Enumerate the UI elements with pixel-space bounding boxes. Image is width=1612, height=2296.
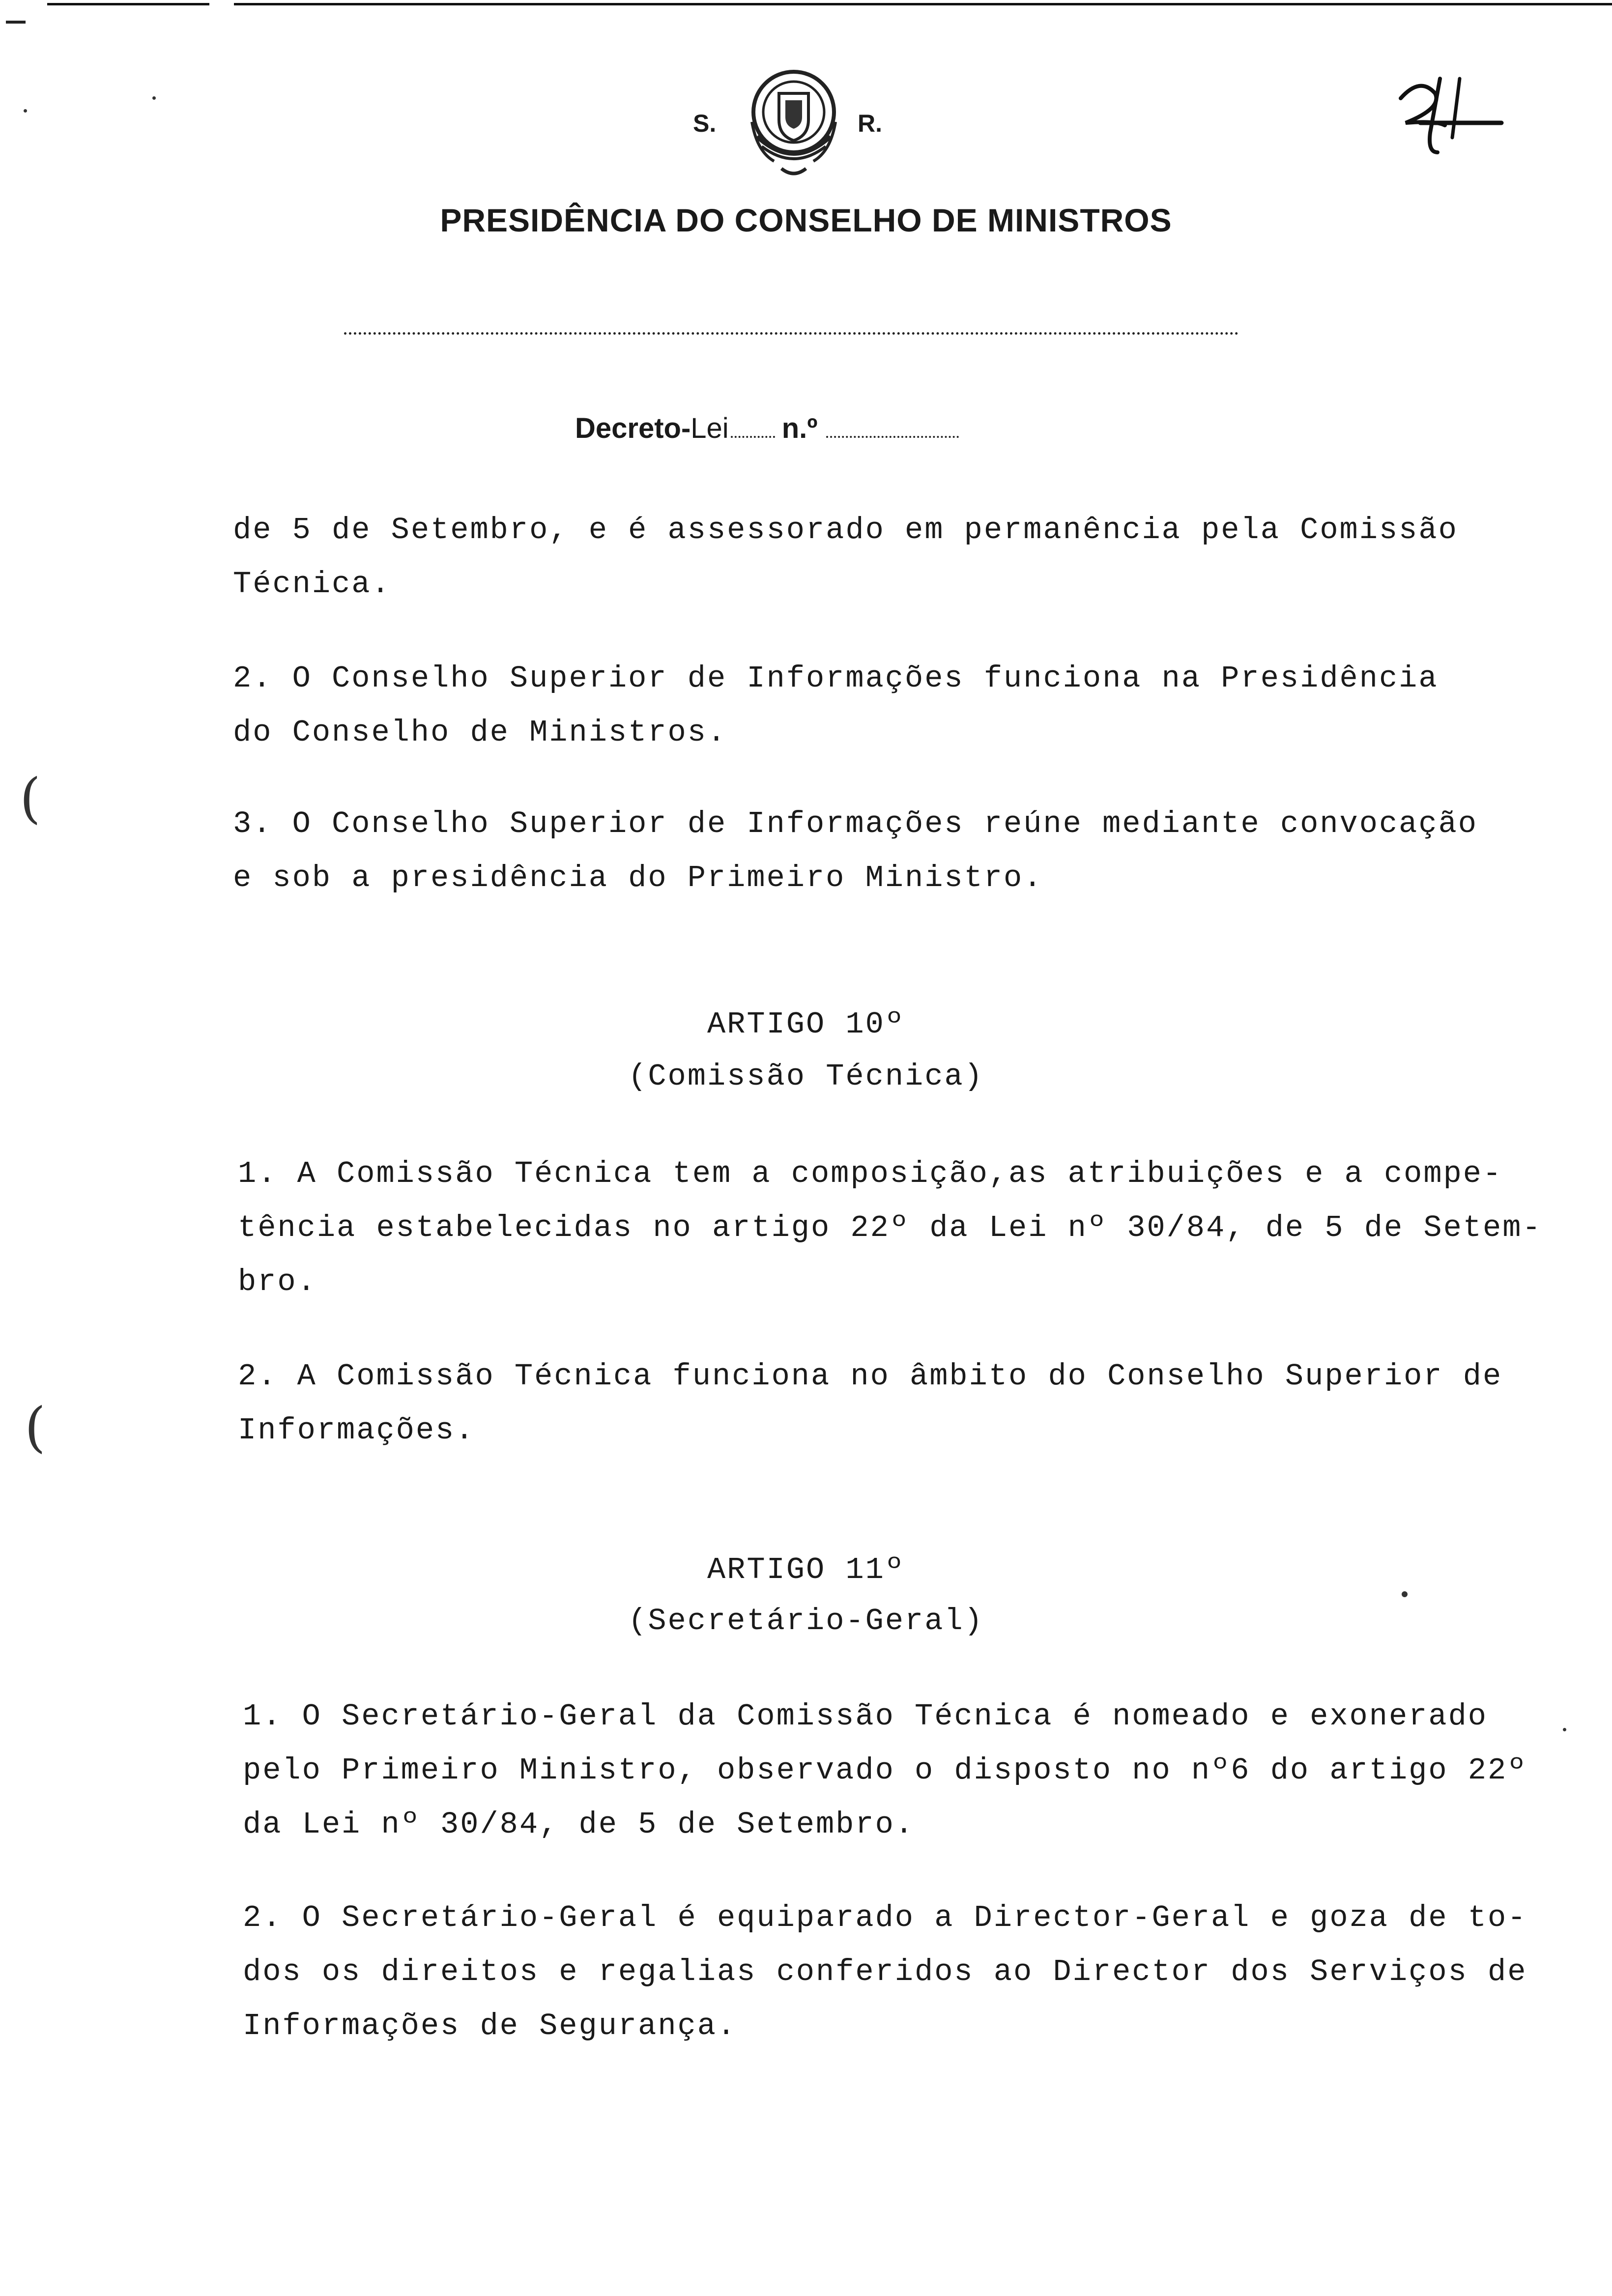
- text-line: de 5 de Setembro, e é assessorado em permanência pela Comissão: [233, 513, 1458, 547]
- scan-speck: [1402, 1591, 1408, 1597]
- handwritten-page-number: [1386, 69, 1514, 162]
- scan-edge-line-right: [234, 3, 1612, 5]
- decree-label: Decreto-: [575, 412, 691, 444]
- article-10-heading: ARTIGO 10º: [707, 1007, 905, 1042]
- decree-blank-2: [826, 436, 959, 438]
- text-line: Informações de Segurança.: [243, 2009, 737, 2043]
- text-line: e sob a presidência do Primeiro Ministro.: [233, 861, 1043, 895]
- text-line: 1. O Secretário-Geral da Comissão Técnica é nomeado e exonerado: [243, 1699, 1488, 1734]
- article-10-subtitle: (Comissão Técnica): [628, 1059, 984, 1094]
- margin-bracket-mark: (: [20, 767, 41, 830]
- scan-speck: [24, 109, 27, 113]
- text-line: bro.: [238, 1264, 317, 1299]
- scan-mark: [6, 21, 26, 24]
- scan-edge-line-left: [47, 3, 209, 5]
- scan-speck: [1563, 1728, 1566, 1731]
- text-line: 2. O Secretário-Geral é equiparado a Director-Geral e goza de to-: [243, 1900, 1527, 1935]
- article-11-subtitle: (Secretário-Geral): [628, 1604, 984, 1638]
- coat-of-arms-icon: [742, 63, 845, 181]
- text-line: do Conselho de Ministros.: [233, 715, 727, 750]
- text-line: 2. O Conselho Superior de Informações funciona na Presidência: [233, 661, 1439, 696]
- header-right-letter: R.: [858, 110, 882, 137]
- text-line: 2. A Comissão Técnica funciona no âmbito do Conselho Superior de: [238, 1359, 1503, 1394]
- scan-speck: [152, 96, 156, 100]
- text-line: Técnica.: [233, 567, 391, 602]
- text-line: 3. O Conselho Superior de Informações reúne mediante convocação: [233, 806, 1478, 841]
- decree-lei: Lei: [691, 412, 729, 444]
- decree-blank-1: [731, 436, 775, 438]
- text-line: dos os direitos e regalias conferidos ao Director dos Serviços de: [243, 1954, 1527, 1989]
- dotted-separator: [344, 332, 1238, 335]
- article-11-heading: ARTIGO 11º: [707, 1552, 905, 1587]
- header-left-letter: S.: [693, 110, 717, 137]
- margin-bracket-mark: (: [25, 1396, 46, 1459]
- text-line: da Lei nº 30/84, de 5 de Setembro.: [243, 1807, 915, 1842]
- ministry-title: PRESIDÊNCIA DO CONSELHO DE MINISTROS: [440, 202, 1172, 238]
- text-line: Informações.: [238, 1413, 475, 1448]
- text-line: tência estabelecidas no artigo 22º da Lei nº 30/84, de 5 de Setem-: [238, 1210, 1542, 1245]
- decree-line: [575, 412, 959, 445]
- text-line: 1. A Comissão Técnica tem a composição,as atribuições e a compe-: [238, 1156, 1503, 1191]
- text-line: pelo Primeiro Ministro, observado o disposto no nº6 do artigo 22º: [243, 1753, 1527, 1788]
- decree-number-label: n.º: [781, 412, 818, 444]
